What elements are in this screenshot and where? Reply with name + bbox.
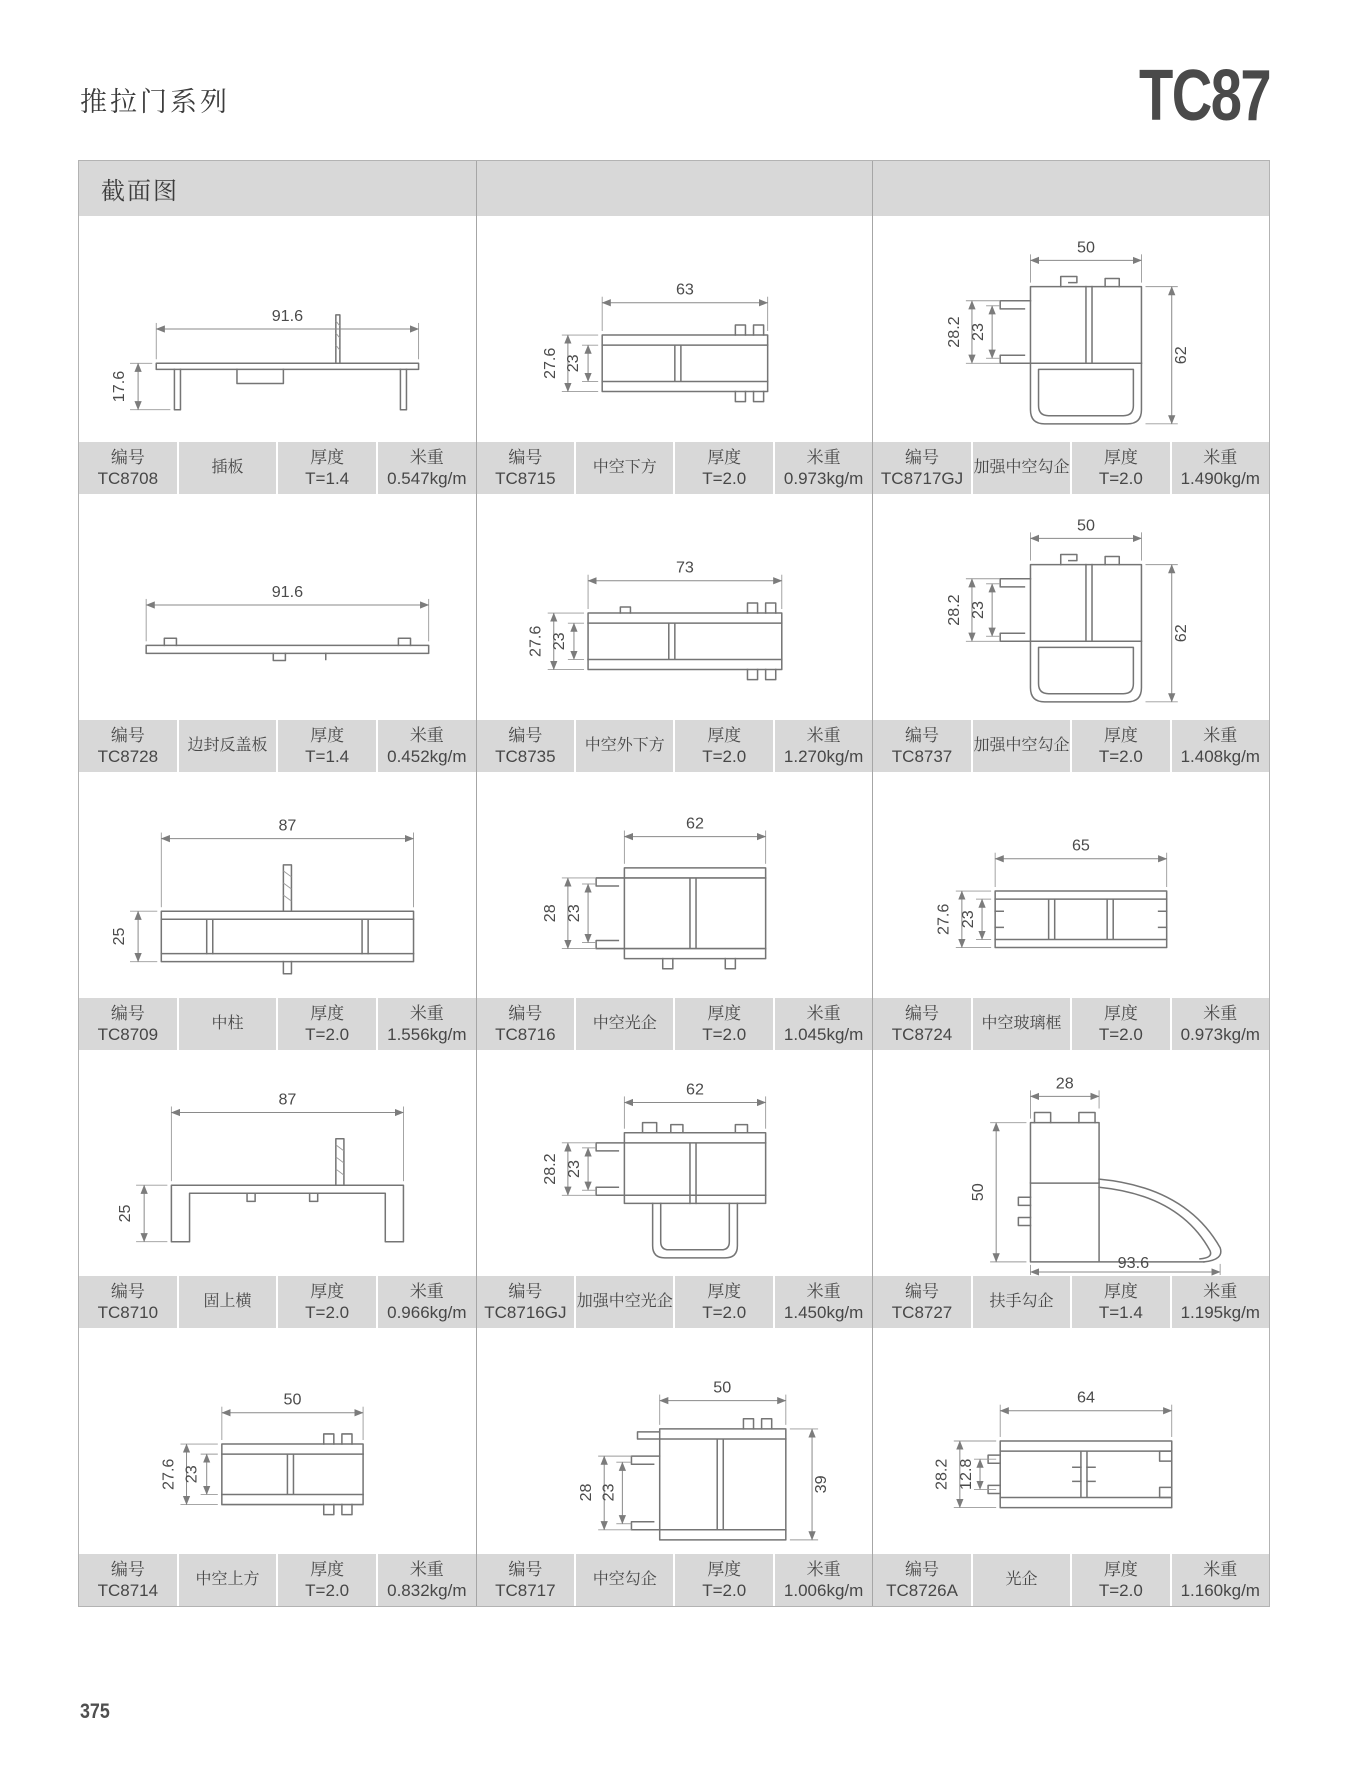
dim-label: 27.6	[159, 1458, 178, 1490]
dim-label: 65	[1072, 836, 1091, 855]
profile-cell-tc8710	[79, 1050, 476, 1328]
header-cell-empty	[872, 161, 1269, 216]
dim-label: 28	[1056, 1074, 1075, 1093]
profile-drawing	[873, 494, 1269, 720]
series-code: TC87	[1138, 56, 1270, 136]
spec-row	[477, 720, 873, 772]
spec-code: 编号 TC8717GJ	[873, 442, 970, 494]
profile-cell-tc8715	[477, 216, 873, 494]
drawing-tc8727	[873, 1050, 1269, 1276]
spec-thickness: 厚度 T=2.0	[1072, 720, 1169, 772]
dim-label: 87	[278, 816, 297, 835]
spec-thickness: 厚度 T=2.0	[675, 1276, 772, 1328]
spec-thickness: 厚度 T=2.0	[1072, 442, 1169, 494]
spec-name: 中空上方	[179, 1554, 277, 1606]
spec-name: 插板	[179, 442, 277, 494]
dim-label: 23	[549, 632, 568, 651]
profile-cell-tc8708	[79, 216, 476, 494]
spec-code: 编号 TC8728	[79, 720, 177, 772]
dim-label: 91.6	[271, 582, 304, 601]
profile-cell-tc8737	[873, 494, 1269, 772]
spec-code: 编号 TC8716	[477, 998, 574, 1050]
spec-thickness: 厚度 T=1.4	[278, 442, 376, 494]
column-1	[79, 216, 476, 1606]
profile-cell-tc8716gj	[477, 1050, 873, 1328]
spec-code: 编号 TC8727	[873, 1276, 970, 1328]
drawing-tc8714	[79, 1328, 476, 1554]
drawing-tc8726a	[873, 1328, 1269, 1554]
dim-label: 25	[116, 1204, 135, 1223]
spec-row	[477, 1276, 873, 1328]
spec-row	[873, 442, 1269, 494]
dim-label: 23	[564, 1160, 583, 1179]
spec-row	[873, 720, 1269, 772]
drawing-tc8710	[79, 1050, 476, 1276]
spec-name: 扶手勾企	[973, 1276, 1070, 1328]
dim-label: 50	[969, 1183, 988, 1202]
spec-name: 中柱	[179, 998, 277, 1050]
drawing-tc8708	[79, 216, 476, 442]
page-title: 推拉门系列	[80, 87, 230, 117]
profile-drawing	[477, 494, 873, 720]
spec-thickness: 厚度 T=2.0	[278, 1554, 376, 1606]
dim-label: 50	[283, 1390, 302, 1409]
table-body	[79, 216, 1269, 1606]
dim-label: 23	[182, 1465, 201, 1484]
dim-label: 50	[1077, 238, 1096, 257]
dim-label: 28	[576, 1483, 595, 1502]
spec-thickness: 厚度 T=2.0	[675, 1554, 772, 1606]
spec-code: 编号 TC8708	[79, 442, 177, 494]
spec-row	[79, 998, 476, 1050]
spec-code: 编号 TC8726A	[873, 1554, 970, 1606]
profile-drawing	[477, 216, 873, 442]
dim-label: 17.6	[109, 370, 128, 403]
dim-label: 73	[675, 558, 694, 577]
profile-drawing	[79, 216, 476, 442]
spec-name: 中空玻璃框	[973, 998, 1070, 1050]
drawing-tc8724	[873, 772, 1269, 998]
spec-thickness: 厚度 T=2.0	[1072, 998, 1169, 1050]
spec-thickness: 厚度 T=2.0	[675, 442, 772, 494]
spec-code: 编号 TC8710	[79, 1276, 177, 1328]
spec-name: 加强中空勾企	[973, 442, 1070, 494]
dim-label: 28.2	[933, 1458, 952, 1490]
dim-label: 87	[278, 1090, 297, 1109]
spec-row	[79, 1276, 476, 1328]
spec-name: 中空外下方	[576, 720, 673, 772]
spec-weight: 米重 1.490kg/m	[1172, 442, 1269, 494]
dim-label: 23	[969, 323, 988, 341]
dim-label: 50	[712, 1378, 731, 1397]
profiles-table	[78, 160, 1270, 1607]
dim-label: 25	[109, 927, 128, 946]
profile-cell-tc8728	[79, 494, 476, 772]
profile-cell-tc8716	[477, 772, 873, 1050]
spec-code: 编号 TC8735	[477, 720, 574, 772]
dim-label: 12.8	[957, 1458, 976, 1490]
spec-weight: 米重 1.195kg/m	[1172, 1276, 1269, 1328]
profile-drawing	[873, 1050, 1269, 1276]
spec-thickness: 厚度 T=1.4	[1072, 1276, 1169, 1328]
dim-label: 23	[563, 354, 582, 373]
drawing-tc8716	[477, 772, 873, 998]
spec-code: 编号 TC8714	[79, 1554, 177, 1606]
spec-row	[477, 442, 873, 494]
spec-weight: 米重 0.973kg/m	[1172, 998, 1269, 1050]
spec-row	[477, 998, 873, 1050]
spec-row	[79, 720, 476, 772]
spec-thickness: 厚度 T=2.0	[278, 998, 376, 1050]
drawing-tc8735	[477, 494, 873, 720]
profile-cell-tc8724	[873, 772, 1269, 1050]
spec-weight: 米重 1.450kg/m	[775, 1276, 872, 1328]
dim-label: 28.2	[540, 1153, 559, 1185]
spec-code: 编号 TC8717	[477, 1554, 574, 1606]
dim-label: 39	[811, 1475, 830, 1494]
spec-thickness: 厚度 T=1.4	[278, 720, 376, 772]
dim-label: 23	[959, 910, 978, 929]
spec-weight: 米重 1.270kg/m	[775, 720, 872, 772]
profile-drawing	[79, 1328, 476, 1554]
dim-label: 93.6	[1118, 1253, 1150, 1272]
spec-code: 编号 TC8716GJ	[477, 1276, 574, 1328]
profile-drawing	[477, 1328, 873, 1554]
spec-row	[873, 1554, 1269, 1606]
spec-row	[873, 998, 1269, 1050]
dim-label: 63	[675, 280, 694, 299]
spec-row	[477, 1554, 873, 1606]
spec-thickness: 厚度 T=2.0	[1072, 1554, 1169, 1606]
spec-name: 加强中空光企	[576, 1276, 673, 1328]
column-3	[872, 216, 1269, 1606]
spec-name: 中空下方	[576, 442, 673, 494]
dim-label: 23	[969, 601, 988, 619]
spec-code: 编号 TC8709	[79, 998, 177, 1050]
drawing-tc8715	[477, 216, 873, 442]
column-2	[476, 216, 873, 1606]
drawing-tc8716gj	[477, 1050, 873, 1276]
table-header-row	[79, 161, 1269, 216]
dim-label: 91.6	[271, 306, 304, 325]
profile-drawing	[873, 772, 1269, 998]
spec-weight: 米重 0.832kg/m	[378, 1554, 476, 1606]
drawing-tc8717gj	[873, 216, 1269, 442]
spec-name: 固上横	[179, 1276, 277, 1328]
profile-cell-tc8714	[79, 1328, 476, 1606]
section-header-cell: 截面图	[101, 178, 179, 205]
profile-drawing	[477, 1050, 873, 1276]
spec-code: 编号 TC8715	[477, 442, 574, 494]
profile-drawing	[873, 216, 1269, 442]
dim-label: 27.6	[526, 625, 545, 657]
dim-label: 23	[564, 904, 583, 923]
profile-cell-tc8717gj	[873, 216, 1269, 494]
spec-name: 加强中空勾企	[973, 720, 1070, 772]
spec-weight: 米重 0.547kg/m	[378, 442, 476, 494]
spec-weight: 米重 0.452kg/m	[378, 720, 476, 772]
spec-thickness: 厚度 T=2.0	[675, 720, 772, 772]
profile-cell-tc8717	[477, 1328, 873, 1606]
profile-drawing	[79, 772, 476, 998]
spec-weight: 米重 1.006kg/m	[775, 1554, 872, 1606]
profile-cell-tc8735	[477, 494, 873, 772]
drawing-tc8709	[79, 772, 476, 998]
dim-label: 28.2	[945, 316, 964, 348]
spec-code: 编号 TC8724	[873, 998, 970, 1050]
spec-name: 边封反盖板	[179, 720, 277, 772]
page-number: 375	[80, 1700, 110, 1723]
spec-thickness: 厚度 T=2.0	[278, 1276, 376, 1328]
spec-weight: 米重 1.556kg/m	[378, 998, 476, 1050]
dim-label: 50	[1077, 516, 1096, 535]
drawing-tc8737	[873, 494, 1269, 720]
spec-row	[873, 1276, 1269, 1328]
spec-name: 中空勾企	[576, 1554, 673, 1606]
dim-label: 62	[1172, 624, 1191, 643]
profile-drawing	[477, 772, 873, 998]
dim-label: 28.2	[945, 594, 964, 626]
profile-drawing	[79, 1050, 476, 1276]
dim-label: 62	[685, 814, 704, 833]
dim-label: 62	[685, 1080, 704, 1099]
dim-label: 27.6	[540, 347, 559, 379]
spec-weight: 米重 0.973kg/m	[775, 442, 872, 494]
dim-label: 23	[598, 1483, 617, 1502]
spec-weight: 米重 0.966kg/m	[378, 1276, 476, 1328]
profile-cell-tc8726a	[873, 1328, 1269, 1606]
dim-label: 62	[1172, 346, 1191, 365]
spec-weight: 米重 1.408kg/m	[1172, 720, 1269, 772]
spec-row	[79, 442, 476, 494]
header-cell-empty	[476, 161, 873, 216]
spec-weight: 米重 1.045kg/m	[775, 998, 872, 1050]
spec-weight: 米重 1.160kg/m	[1172, 1554, 1269, 1606]
dim-label: 27.6	[935, 903, 954, 935]
dim-label: 64	[1077, 1388, 1096, 1407]
spec-name: 中空光企	[576, 998, 673, 1050]
spec-thickness: 厚度 T=2.0	[675, 998, 772, 1050]
profile-drawing	[79, 494, 476, 720]
spec-name: 光企	[973, 1554, 1070, 1606]
dim-label: 28	[540, 904, 559, 923]
profile-cell-tc8709	[79, 772, 476, 1050]
drawing-tc8728	[79, 494, 476, 720]
profile-cell-tc8727	[873, 1050, 1269, 1328]
drawing-tc8717	[477, 1328, 873, 1554]
profile-drawing	[873, 1328, 1269, 1554]
spec-code: 编号 TC8737	[873, 720, 970, 772]
spec-row	[79, 1554, 476, 1606]
